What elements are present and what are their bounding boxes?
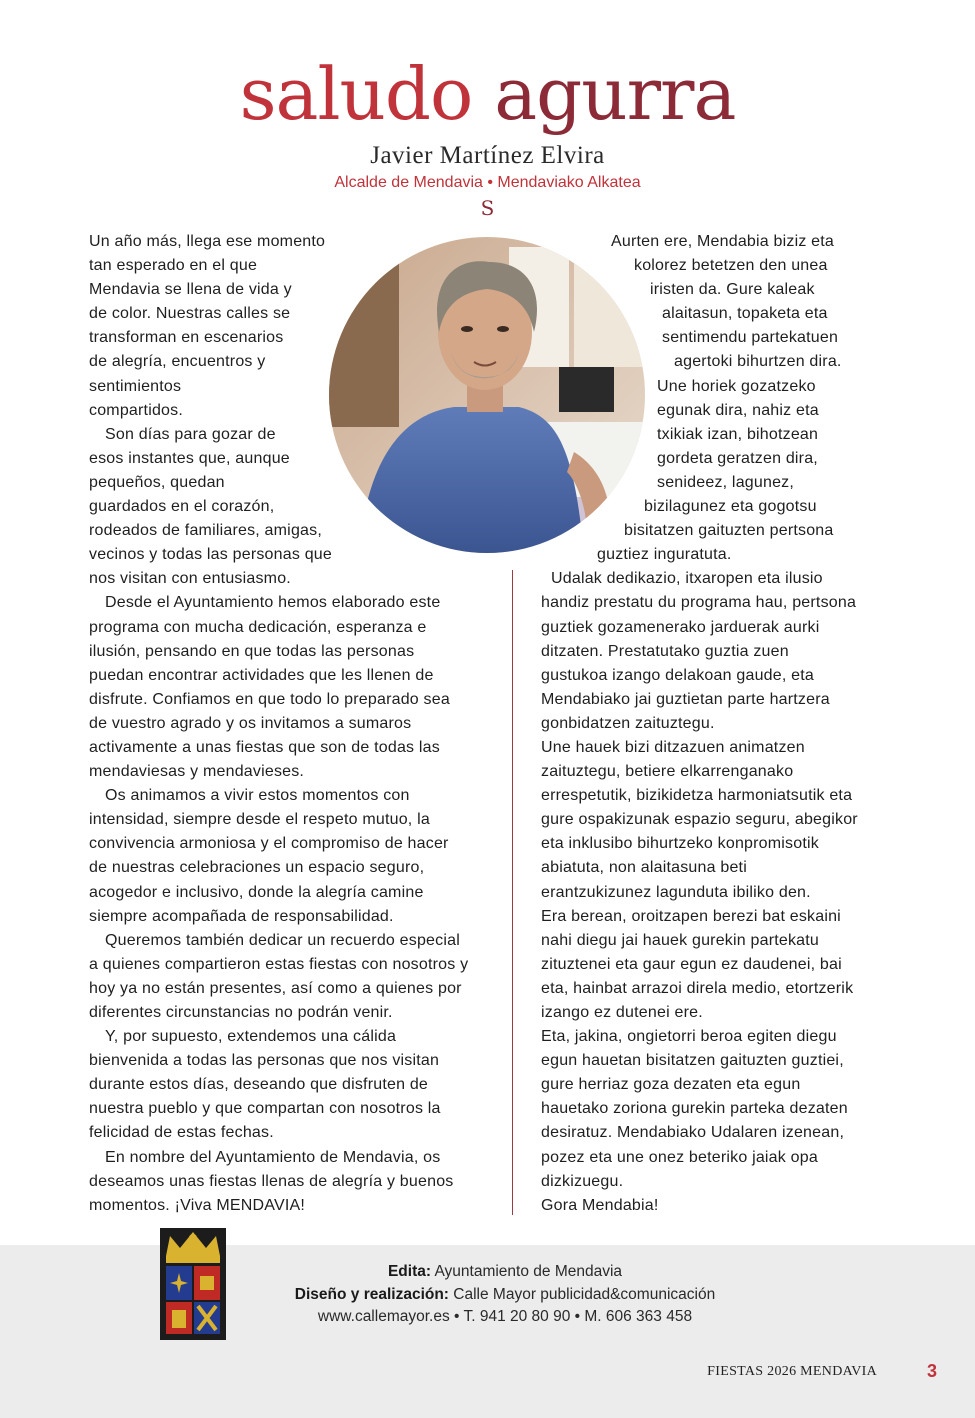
text-line: a quienes compartieron estas fiestas con nosotros y: [89, 955, 469, 973]
text-line: kolorez betetzen den unea: [634, 257, 828, 275]
text-line: egunak dira, nahiz eta: [657, 401, 819, 419]
text-line: bisitatzen gaituzten pertsona: [624, 522, 834, 540]
text-line: agertoki bihurtzen dira.: [674, 353, 842, 371]
text-line: iristen da. Gure kaleak: [650, 281, 815, 299]
text-line: puedan encontrar actividades que les llenen de: [89, 666, 434, 684]
text-line: alaitasun, topaketa eta: [662, 305, 828, 323]
text-line: esos instantes que, aunque: [89, 449, 290, 467]
text-line: de vuestro agrado y os invitamos a sumaros: [89, 714, 412, 732]
text-line: durante estos días, deseando que disfruten de: [89, 1076, 429, 1094]
text-line: Os animamos a vivir estos momentos con: [105, 787, 410, 805]
text-line: desiratuz. Mendabiako Udalaren izenean,: [541, 1124, 845, 1142]
text-line: pozez eta une onez beteriko jaiak opa: [541, 1148, 818, 1166]
text-line: guztiek gozamenerako jarduerak aurki: [541, 618, 820, 636]
credit-edita: [220, 1261, 790, 1284]
column-divider: [512, 570, 513, 1215]
edita-label: Edita:: [387, 1263, 432, 1280]
text-line: ilusión, pensando en que todas las personas: [89, 642, 415, 660]
text-line: senideez, lagunez,: [657, 473, 795, 491]
text-line: de color. Nuestras calles se: [89, 305, 291, 323]
text-line: nuestra pueblo y que compartan con nosotros la: [89, 1100, 441, 1118]
text-line: deseamos unas fiestas llenas de alegría y buenos: [89, 1172, 454, 1190]
text-line: hoy ya no están presentes, así como a quienes por: [89, 979, 462, 997]
text-line: guztiez inguratuta.: [597, 546, 732, 564]
mayor-photo: [329, 237, 645, 553]
design-label: Diseño y realización:: [294, 1285, 449, 1303]
text-line: gure ospakizunak espazio seguru, abegikor: [541, 811, 858, 829]
text-line: Un año más, llega ese momento: [89, 233, 326, 250]
ornament: S: [480, 196, 495, 220]
text-line: activamente a unas fiestas que son de todas las: [89, 738, 440, 756]
text-line: izango ez dutenei ere.: [541, 1004, 703, 1021]
text-line: bienvenida a todas las personas que nos visitan: [89, 1052, 440, 1070]
text-line: gonbidatzen zaituztegu.: [541, 714, 715, 732]
text-line: Udalak dedikazio, itxaropen eta ilusio: [551, 570, 823, 588]
text-line: Mendabiako jai guztietan parte hartzera: [541, 690, 830, 708]
design-value: Calle Mayor publicidad&comunicación: [453, 1285, 716, 1303]
text-line: pequeños, quedan: [89, 473, 225, 491]
credits: [220, 1261, 790, 1329]
text-line: abiatuta, non alaitasuna beti: [541, 859, 747, 877]
text-line: Eta, jakina, ongietorri beroa egiten diegu: [541, 1028, 837, 1046]
title-spanish: saludo: [239, 52, 473, 136]
text-line: Mendavia se llena de vida y: [89, 281, 292, 299]
page-number: 3: [926, 1361, 937, 1381]
text-line: Queremos también dedicar un recuerdo especial: [105, 931, 460, 949]
text-line: tan esperado en el que: [89, 257, 258, 275]
text-line: gure herriaz goza dezaten eta egun: [541, 1076, 801, 1094]
author-name: Javier Martínez Elvira: [370, 142, 605, 169]
text-line: handiz prestatu du programa hau, pertsona: [541, 594, 857, 612]
text-line: Une horiek gozatzeko: [657, 377, 816, 395]
text-line: sentimendu partekatuen: [662, 329, 839, 347]
text-line: intensidad, siempre desde el respeto mutuo, la: [89, 811, 430, 829]
text-line: transforman en escenarios: [89, 329, 284, 347]
publication-name: FIESTAS 2026 MENDAVIA: [707, 1364, 877, 1379]
text-line: compartidos.: [89, 401, 183, 419]
text-line: programa con mucha dedicación, esperanza e: [89, 618, 427, 636]
text-line: vecinos y todas las personas que: [89, 546, 332, 564]
title-basque: agurra: [494, 52, 736, 136]
text-line: bizilagunez eta gogotsu: [644, 498, 817, 516]
text-line: Gora Mendabia!: [541, 1196, 659, 1214]
text-line: zituztenei eta gaur egun ez daudenei, bai: [541, 955, 842, 973]
credit-contact: www.callemayor.es • T. 941 20 80 90 • M. 606 363 458: [317, 1308, 693, 1325]
text-line: diferentes circunstancias no podrán venir.: [89, 1004, 393, 1021]
text-line: felicidad de estas fechas.: [89, 1124, 274, 1142]
text-line: En nombre del Ayuntamiento de Mendavia, os: [105, 1148, 441, 1166]
text-line: erantzukizunez lagunduta ibiliko den.: [541, 883, 811, 901]
text-line: de nuestras celebraciones un espacio seguro,: [89, 859, 425, 877]
text-line: mendaviesas y mendavieses.: [89, 763, 305, 781]
text-line: gordeta geratzen dira,: [657, 449, 818, 467]
edita-value: Ayuntamiento de Mendavia: [434, 1263, 623, 1280]
text-line: nahi diegu jai hauek gurekin partekatu: [541, 931, 820, 949]
text-line: hauetako zoriona gurekin parteka dezaten: [541, 1100, 848, 1118]
text-line: txikiak izan, bihotzean: [657, 425, 819, 443]
author-role: Alcalde de Mendavia • Mendaviako Alkatea: [334, 174, 641, 191]
text-line: gustukoa izango delakoan gaude, eta: [541, 666, 814, 684]
text-line: guardados en el corazón,: [89, 498, 275, 516]
text-line: Y, por supuesto, extendemos una cálida: [105, 1028, 397, 1046]
text-line: sentimientos: [89, 377, 182, 395]
text-line: zaituztegu, betiere elkarrenganako: [541, 763, 794, 781]
text-line: nos visitan con entusiasmo.: [89, 570, 291, 588]
coat-of-arms-icon: [160, 1228, 226, 1340]
text-line: eta, hainbat arrazoi direla medio, etortzerik: [541, 979, 854, 997]
text-line: Son días para gozar de: [105, 425, 276, 443]
text-line: Une hauek bizi ditzazuen animatzen: [541, 738, 805, 756]
page-title: [0, 50, 975, 138]
text-line: ditzaten. Prestatutako guztia zuen: [541, 642, 789, 660]
text-line: disfrute. Confiamos en que todo lo preparado sea: [89, 690, 450, 708]
text-line: dizkizuegu.: [541, 1172, 624, 1190]
text-line: convivencia armoniosa y el compromiso de hacer: [89, 835, 449, 853]
text-line: egun hauetan bisitatzen gaituzten guztiei,: [541, 1052, 844, 1070]
text-line: acogedor e inclusivo, donde la alegría camine: [89, 883, 424, 901]
text-line: de alegría, encuentros y: [89, 353, 266, 371]
text-line: siempre acompañada de responsabilidad.: [89, 907, 394, 925]
credit-design: [220, 1284, 790, 1307]
text-line: Era berean, oroitzapen berezi bat eskaini: [541, 907, 841, 925]
text-line: Desde el Ayuntamiento hemos elaborado este: [105, 594, 441, 612]
text-line: rodeados de familiares, amigas,: [89, 522, 322, 540]
text-line: momentos. ¡Viva MENDAVIA!: [89, 1196, 306, 1214]
text-line: Aurten ere, Mendabia biziz eta: [611, 233, 835, 250]
text-line: eta inklusibo bihurtzeko konpromisotik: [541, 835, 819, 853]
text-line: errespetutik, bizikidetza harmoniatsutik eta: [541, 787, 853, 805]
